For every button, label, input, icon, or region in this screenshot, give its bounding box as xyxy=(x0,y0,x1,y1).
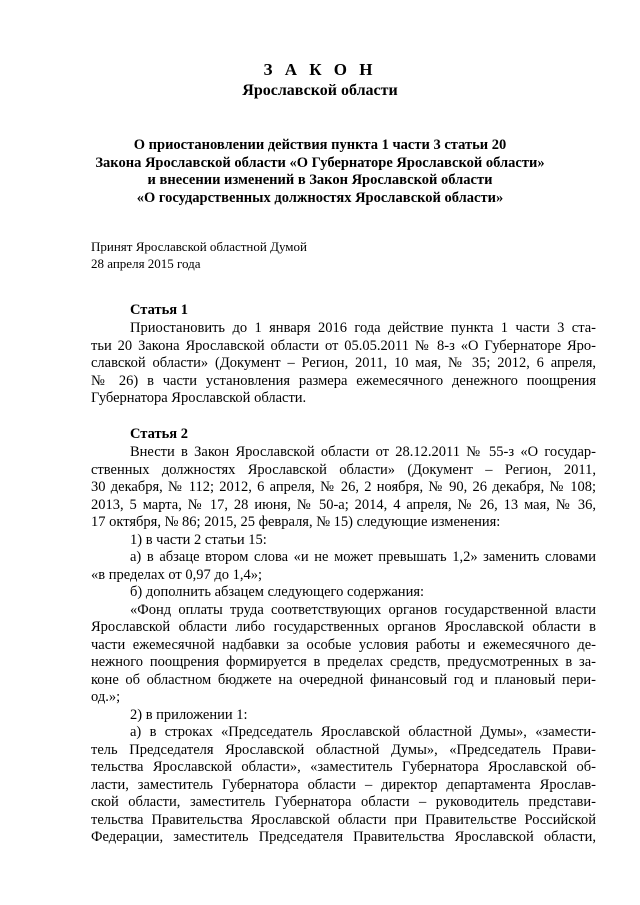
text-line: тель Председателя Ярославской областной Думы», «Председатель Прави- xyxy=(91,741,596,758)
title-line: Закона Ярославской области «О Губернаторе Ярославской области» xyxy=(95,154,545,171)
article-2-heading: Статья 2 xyxy=(130,426,188,442)
text-line: а) в абзаце втором слова «и не может превышать 1,2» заменить словами xyxy=(130,549,596,565)
title-line: и внесении изменений в Закон Ярославской области xyxy=(147,172,493,188)
text-line: нежного поощрения формируется в пределах средств, предусмотренных в за- xyxy=(91,654,596,670)
text-line: 30 декабря, № 112; 2012, 6 апреля, № 26, 2 ноября, № 90, 26 декабря, № 108; xyxy=(91,479,596,495)
law-region: Ярославской области xyxy=(242,82,398,99)
text-line: ственных должностях Ярославской области» (Документ – Регион, 2011, xyxy=(91,461,596,478)
text-line: коне об областном бюджете на очередной финансовый год и плановый пери- xyxy=(91,671,596,688)
text-line: тьи 20 Закона Ярославской области от 05.05.2011 № 8-з «О Губернаторе Яро- xyxy=(91,337,596,354)
text-line: Ярославской области либо государственных органов Ярославской области в xyxy=(91,619,596,635)
article-1-heading: Статья 1 xyxy=(130,302,188,318)
text-line: б) дополнить абзацем следующего содержания: xyxy=(130,584,425,600)
title-line: «О государственных должностях Ярославской области» xyxy=(136,189,504,206)
text-line: славской области» (Документ – Регион, 2011, 10 мая, № 35; 2012, 6 апреля, xyxy=(91,355,596,371)
title-line: О приостановлении действия пункта 1 части 3 статьи 20 xyxy=(133,137,507,153)
text-line: тельства Ярославской области», «заместитель Губернатора Ярославской об- xyxy=(91,759,596,775)
adoption-date: 28 апреля 2015 года xyxy=(91,256,201,271)
text-line: Приостановить до 1 января 2016 года действие пункта 1 части 3 ста- xyxy=(130,320,596,336)
law-subject-title xyxy=(60,137,580,207)
text-line: тельства Правительства Ярославской области при Правительстве Российской xyxy=(91,811,596,828)
text-line: «Фонд оплаты труда соответствующих органов государственной власти xyxy=(130,601,596,618)
text-line: ской области, заместитель Губернатора области – руководитель представи- xyxy=(91,794,596,810)
text-line: од.»; xyxy=(91,689,121,705)
text-line: 17 октября, № 86; 2015, 25 февраля, № 15) следующие изменения: xyxy=(91,514,501,530)
text-line: 2013, 5 марта, № 17, 28 июня, № 50-а; 2014, 4 апреля, № 26, 13 мая, № 36, xyxy=(91,496,596,513)
text-line: а) в строках «Председатель Ярославской областной Думы», «замести- xyxy=(130,724,596,740)
adoption-body: Принят Ярославской областной Думой xyxy=(91,239,307,254)
article-1-text xyxy=(91,320,596,408)
article-2-text xyxy=(91,444,596,847)
text-line: № 26) в части установления размера ежемесячного денежного поощрения xyxy=(91,372,596,389)
adoption-note xyxy=(91,238,307,272)
text-line: Губернатора Ярославской области. xyxy=(91,390,307,406)
text-line: части ежемесячной надбавки за особые условия работы и ежемесячного де- xyxy=(91,636,596,653)
text-line: Внести в Закон Ярославской области от 28.12.2011 № 55-з «О государ- xyxy=(130,444,596,460)
law-title: З А К О Н xyxy=(263,60,377,79)
text-line: ласти, заместитель Губернатора области – директор департамента Ярослав- xyxy=(91,776,596,793)
text-line: 1) в части 2 статьи 15: xyxy=(130,531,267,548)
text-line: Федерации, заместитель Председателя Правительства Ярославской области, xyxy=(91,829,596,845)
text-line: 2) в приложении 1: xyxy=(130,706,248,723)
text-line: «в пределах от 0,97 до 1,4»; xyxy=(91,566,263,583)
